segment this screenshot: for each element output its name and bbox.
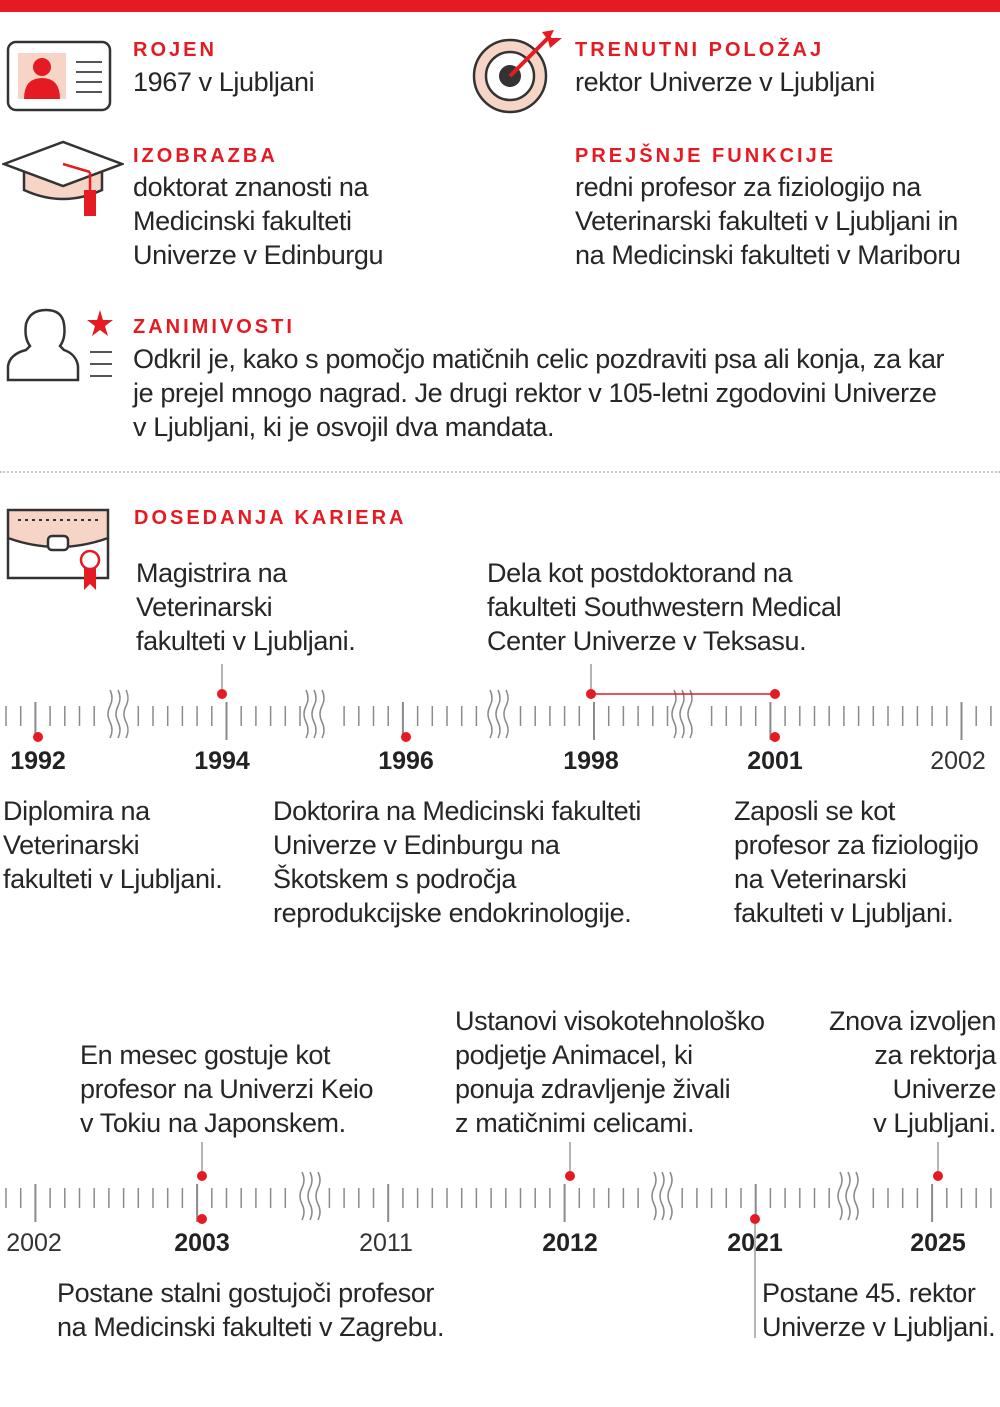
section-divider [0, 471, 1000, 473]
year-2011: 2011 [359, 1229, 413, 1257]
target-icon [470, 28, 566, 116]
position-label: TRENUTNI POLOŽAJ [575, 39, 825, 61]
education-label: IZOBRAZBA [133, 145, 278, 167]
dot-2021 [750, 1214, 760, 1224]
graduation-cap-icon [2, 138, 124, 220]
person-star-icon [4, 306, 122, 384]
event-2012-text: Ustanovi visokotehnološko podjetje Animacel, ki ponuja zdravljenje živali z matičnimi celicami. [455, 1006, 765, 1138]
year-2021: 2021 [727, 1229, 783, 1257]
year-2002-start: 2002 [6, 1229, 62, 1257]
year-2025: 2025 [910, 1229, 966, 1257]
dot-1994 [217, 689, 227, 699]
year-1994: 1994 [194, 747, 250, 775]
dot-1996 [401, 732, 411, 742]
dot-2012 [565, 1171, 575, 1181]
dot-1992 [33, 732, 43, 742]
timeline-2-ticks [6, 1184, 991, 1222]
event-2001-text: Zaposli se kot profesor za fiziologijo na Veterinarski fakulteti v Ljubljani. [734, 796, 979, 928]
year-2012: 2012 [542, 1229, 598, 1257]
position-value: rektor Univerze v Ljubljani [575, 67, 875, 97]
dot-2003-below [197, 1214, 207, 1224]
timeline-1-connectors [38, 664, 775, 742]
year-2001: 2001 [747, 747, 803, 775]
dot-2001 [770, 732, 780, 742]
dot-2025 [933, 1171, 943, 1181]
born-label: ROJEN [133, 39, 217, 61]
year-2002-end: 2002 [930, 747, 986, 775]
year-1998: 1998 [563, 747, 619, 775]
year-1996: 1996 [378, 747, 434, 775]
timeline-1-breaks [108, 690, 692, 738]
interests-label: ZANIMIVOSTI [133, 316, 295, 338]
event-1992-text: Diplomira na Veterinarski fakulteti v Ljubljani. [3, 796, 223, 894]
event-2003-keio-text: En mesec gostuje kot profesor na Univerzi Keio v Tokiu na Japonskem. [80, 1040, 374, 1138]
previous-value: redni profesor za fiziologijo na Veterinarski fakulteti v Ljubljani in na Medicinski fakulteti v Mariboru [575, 172, 961, 270]
event-1994-text: Magistrira na Veterinarski fakulteti v Ljubljani. [136, 558, 356, 656]
timeline-1 [0, 660, 1000, 775]
interests-value: Odkril je, kako s pomočjo matičnih celic pozdraviti psa ali konja, za kar je prejel mnogo nagrad. Je drugi rektor v 105-letni zgodovini Univerze v Ljubljani, ki je osvojil dva mandata. [133, 344, 945, 442]
event-2025-text: Znova izvoljen za rektorja Univerze v Ljubljani. [829, 1006, 996, 1138]
year-1992: 1992 [10, 747, 66, 775]
event-2021-text: Postane 45. rektor Univerze v Ljubljani. [762, 1278, 996, 1342]
timeline-2 [0, 1142, 1000, 1257]
education-value: doktorat znanosti na Medicinski fakulteti Univerze v Edinburgu [133, 172, 384, 270]
briefcase-icon [4, 504, 116, 594]
dot-2001-start [770, 689, 780, 699]
event-2003-zagreb-text: Postane stalni gostujoči profesor na Medicinski fakulteti v Zagrebu. [57, 1278, 445, 1342]
event-1998-2001-text: Dela kot postdoktorand na fakulteti Southwestern Medical Center Univerze v Teksasu. [487, 558, 842, 656]
timeline-1-ticks [6, 702, 991, 740]
born-value: 1967 v Ljubljani [133, 67, 315, 97]
previous-label: PREJŠNJE FUNKCIJE [575, 145, 837, 167]
dot-2003-above [197, 1171, 207, 1181]
event-1996-text: Doktorira na Medicinski fakulteti Univerze v Edinburgu na Škotskem s področja reprodukcijske endokrinologije. [273, 796, 641, 928]
year-2003: 2003 [174, 1229, 230, 1257]
dot-1998 [586, 689, 596, 699]
career-label: DOSEDANJA KARIERA [134, 507, 407, 529]
top-accent-bar [0, 0, 1000, 12]
id-card-icon [6, 40, 112, 112]
